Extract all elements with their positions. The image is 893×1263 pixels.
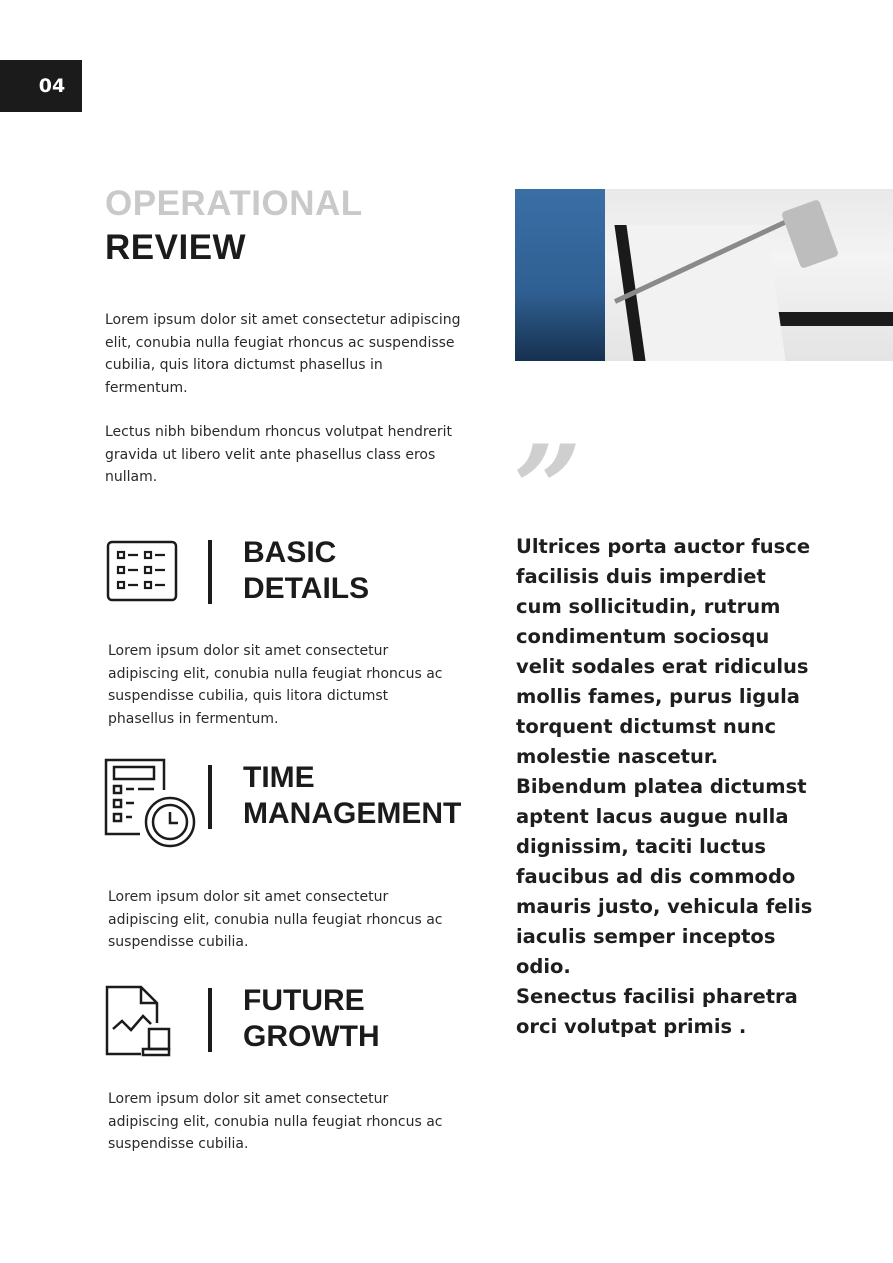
section-title-line: GROWTH (243, 1020, 380, 1053)
quote-text-secondary: Senectus facilisi pharetra orci volutpat primis . (516, 985, 798, 1038)
quote-text: Ultrices porta auctor fusce facilisis duis imperdiet cum sollicitudin, rutrum condimentum sociosqu velit sodales erat ridiculus mollis fames, purus ligula torquent dictumst nunc molestie nascetur. Bibendum platea dictumst aptent lacus augue nulla dignissim, taciti luctus faucibus ad dis commodo mauris justo, vehicula felis iaculis semper inceptos odio. (516, 535, 813, 978)
photo-monitor (614, 225, 787, 361)
photo-lamp-shade (781, 199, 839, 269)
section-title-future-growth (243, 983, 380, 1055)
checklist-icon (106, 540, 178, 602)
growth-chart-document-icon (105, 985, 173, 1057)
page-number: 04 (0, 60, 82, 112)
photo-blue-overlay (515, 189, 605, 361)
office-photo (515, 189, 893, 361)
section-divider (208, 988, 212, 1052)
section-text-future-growth: Lorem ipsum dolor sit amet consectetur adipiscing elit, conubia nulla feugiat rhoncus ac suspendisse cubilia. (108, 1091, 443, 1152)
time-management-icon (104, 758, 202, 856)
section-title-line: FUTURE (243, 984, 365, 1017)
intro-paragraph-2: Lectus nibh bibendum rhoncus volutpat hendrerit gravida ut libero velit ante phasellus class eros nullam. (105, 424, 453, 485)
photo-desk-stripe (775, 312, 893, 326)
section-title-line: BASIC (243, 536, 337, 569)
section-title-line: TIME (243, 761, 315, 794)
title-line-1: OPERATIONAL (105, 184, 363, 223)
section-divider (208, 765, 212, 829)
section-title-line: DETAILS (243, 572, 370, 605)
section-divider (208, 540, 212, 604)
section-title-time-management (243, 760, 461, 832)
section-title-line: MANAGEMENT (243, 797, 462, 830)
section-title-basic-details (243, 535, 369, 607)
section-text-time-management: Lorem ipsum dolor sit amet consectetur adipiscing elit, conubia nulla feugiat rhoncus ac suspendisse cubilia. (108, 889, 443, 950)
intro-paragraph-1: Lorem ipsum dolor sit amet consectetur adipiscing elit, conubia nulla feugiat rhoncus ac suspendisse cubilia, quis litora dictumst phasellus in fermentum. (105, 312, 461, 396)
title-line-2: REVIEW (105, 228, 247, 267)
quote-mark-icon: ” (513, 419, 583, 560)
section-text-basic-details: Lorem ipsum dolor sit amet consectetur adipiscing elit, conubia nulla feugiat rhoncus ac suspendisse cubilia, quis litora dictumst phasellus in fermentum. (108, 643, 443, 727)
